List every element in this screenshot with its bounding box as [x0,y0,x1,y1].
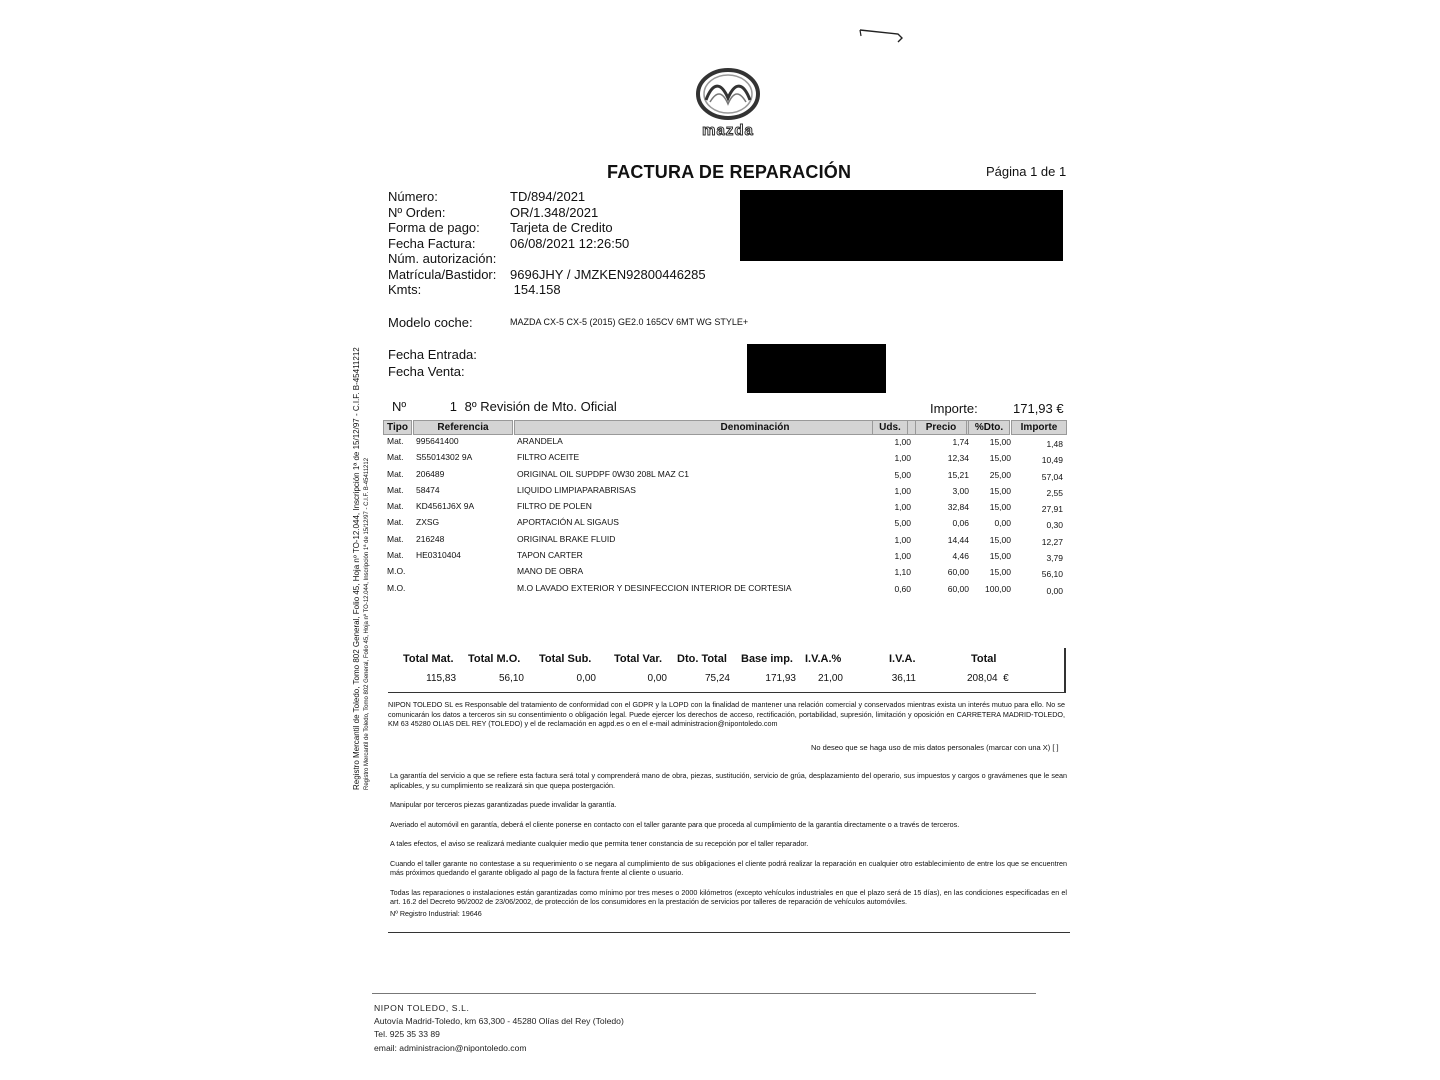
fechas-block [388,346,477,380]
cell-precio: 32,84 [947,502,969,513]
redacted-dates-block [747,344,886,393]
cell-precio: 12,34 [947,453,969,464]
modelo-value: MAZDA CX-5 CX-5 (2015) GE2.0 165CV 6MT WG STYLE+ [510,317,749,327]
footer-address: Autovía Madrid-Toledo, km 63,300 - 45280 Olías del Rey (Toledo) [374,1016,624,1027]
meta-row-kmts [388,282,706,298]
divider [388,932,1070,933]
cell-uds: 1,00 [894,485,911,496]
table-row [387,436,1067,452]
cell-denominacion: ORIGINAL BRAKE FLUID [517,533,616,544]
cell-precio: 3,00 [952,485,969,496]
meta-row-pago [388,220,706,236]
cell-dto: 15,00 [989,502,1011,513]
meta-label: Número: [388,189,438,204]
cell-uds: 1,00 [894,453,911,464]
registry-text: Registro Mercantil de Toledo, Tomo 802 General, Folio 45, Hoja nº TO-12.044, Inscripción 1ª de 15/12/97 - C.I.F. B-45411212 [352,347,361,790]
cell-denominacion: M.O LAVADO EXTERIOR Y DESINFECCION INTERIOR DE CORTESIA [517,582,792,593]
cell-importe: 27,91 [1041,504,1063,515]
col-uds: Uds. [872,420,908,435]
meta-value: TD/894/2021 [510,189,586,204]
footer-email: email: administracion@nipontoledo.com [374,1042,527,1053]
meta-value: 06/08/2021 12:26:50 [510,235,630,251]
cell-dto: 0,00 [994,518,1011,529]
meta-label: Matrícula/Bastidor: [388,266,497,282]
meta-label: Fecha Factura: [388,235,476,251]
brand-wordmark: mazda [702,122,754,139]
cell-referencia: KD4561J6X 9A [416,501,475,512]
cell-dto: 15,00 [989,485,1011,496]
cell-precio: 14,44 [947,534,969,545]
cell-precio: 60,00 [947,583,969,594]
iva-pct-value: 21,00 [817,673,843,684]
cell-referencia: 206489 [416,468,445,479]
table-row [387,583,1067,599]
cell-precio: 4,46 [952,551,969,562]
meta-value: OR/1.348/2021 [510,204,599,220]
warranty-paragraph: A tales efectos, el aviso se realizará mediante cualquier medio que permita tener constancia de su recepción por el taller reparador. [390,839,809,848]
cell-denominacion: TAPON CARTER [517,550,583,561]
table-row [387,550,1067,566]
warranty-paragraph: Manipular por terceros piezas garantizadas puede invalidar la garantía. [390,800,617,809]
cell-denominacion: APORTACIÓN AL SIGAUS [517,517,619,528]
pen-mark [858,26,906,44]
cell-referencia: 995641400 [416,436,459,446]
items-table-body [387,436,1067,599]
total-var-label: Total Var. [614,653,663,665]
total-var-value: 0,00 [647,673,667,684]
cell-uds: 1,00 [894,502,911,513]
meta-row-fecha [388,236,706,252]
registro-industrial: Nº Registro Industrial: 19646 [390,908,482,918]
redacted-customer-block [740,190,1063,261]
iva-value: 36,11 [891,673,916,684]
cell-tipo: Mat. [387,533,404,544]
cell-referencia: ZXSG [416,517,440,528]
meta-row-matricula [388,267,706,283]
iva-pct-label: I.V.A.% [805,653,842,665]
warranty-paragraph: Todas las reparaciones o instalaciones están garantizadas como mínimo por tres meses o 2000 kilómetros (excepto vehículos industriales en que el plazo será de 15 días), en las condiciones especificadas en el art. 16.2 del Decreto 96/2002 de 23/06/2002, de protección de los consumidores en la prestación de servicios por talleres de reparación de vehículos automóviles. [390,887,1067,906]
meta-value: Tarjeta de Credito [510,220,613,235]
cell-dto: 25,00 [989,469,1011,480]
total-sub-label: Total Sub. [539,653,592,665]
cell-uds: 1,00 [894,551,911,562]
table-row [387,501,1067,517]
cell-importe: 56,10 [1041,569,1063,580]
cell-dto: 15,00 [989,453,1011,464]
cell-dto: 100,00 [985,583,1011,594]
warranty-paragraph: La garantía del servicio a que se refiere esta factura será total y comprenderá mano de obra, piezas, sustitución, servicio de grúa, desplazamiento del operario, sus impuestos y cargos o gravámenes que le sean aplicables, y su cumplimiento se realizará sin que quepa postergación. [390,771,1067,790]
total-mat-value: 115,83 [426,673,456,684]
cell-importe: 1,48 [1046,439,1063,449]
operation-importe-label: Importe: [930,401,978,416]
table-row [387,469,1067,485]
cell-tipo: Mat. [387,501,404,512]
total-mo-label: Total M.O. [468,653,521,665]
table-row [387,517,1067,533]
cell-precio: 0,06 [952,518,969,529]
footer-divider [372,993,1036,994]
registry-text-small: Registro Mercantil de Toledo, Tomo 802 General, Folio 45, Hoja nº TO-12.044, Inscripción 1ª de 15/12/97 - C.I.F. B-45411212 [364,457,370,790]
total-label: Total [971,653,997,665]
cell-referencia: S55014302 9A [416,452,473,463]
col-denominacion: Denominación [514,420,996,435]
cell-tipo: Mat. [387,452,404,463]
operation-line [392,399,617,414]
footer-company: NIPON TOLEDO, S.L. [374,1003,470,1013]
cell-importe: 57,04 [1041,471,1063,482]
cell-importe: 10,49 [1041,455,1063,466]
dto-total-label: Dto. Total [677,653,727,665]
cell-tipo: Mat. [387,436,404,446]
cell-referencia: 58474 [416,484,440,495]
cell-dto: 15,00 [989,534,1011,545]
col-referencia: Referencia [413,420,513,435]
total-sub-value: 0,00 [576,673,596,684]
meta-value: 154.158 [510,282,561,297]
operation-importe-value: 171,93 € [1013,401,1064,416]
cell-tipo: Mat. [387,484,404,495]
operation-n-value: 1 [449,399,457,414]
table-row [387,566,1067,582]
col-importe: Importe [1011,420,1067,435]
cell-tipo: M.O. [387,582,406,593]
privacy-notice: NIPON TOLEDO SL es Responsable del tratamiento de conformidad con el GDPR y la LOPD con la finalidad de mantener una relación comercial y conservados mientras exista un interés mutuo para ello. No se comunicarán los datos a terceros sin su consentimiento o obligación legal. Puede ejercer los derechos de acceso, rectificación, portabilidad, supresión, limitación y oposición en CARRETERA MADRID-TOLEDO, KM 63 45280 OLIAS DEL REY (TOLEDO) y el de reclamación en agpd.es o en el e-mail administracion@nipontoledo.com [388,700,1065,728]
cell-tipo: Mat. [387,468,404,479]
meta-label: Nº Orden: [388,204,446,220]
registry-sidebar [352,290,372,790]
cell-precio: 1,74 [952,437,969,447]
meta-label: Forma de pago: [388,220,480,235]
table-row [387,534,1067,550]
table-row [387,452,1067,468]
meta-value: 9696JHY / JMZKEN92800446285 [510,266,706,282]
cell-importe: 2,55 [1046,487,1063,498]
iva-label: I.V.A. [889,653,916,665]
meta-label: Kmts: [388,282,422,297]
operation-n-label: Nº [392,399,407,414]
cell-dto: 15,00 [989,437,1011,447]
cell-uds: 1,00 [894,534,911,545]
modelo-label: Modelo coche: [388,315,473,330]
page-number: Página 1 de 1 [986,164,1067,179]
col-precio: Precio [915,420,967,435]
cell-uds: 1,00 [894,437,911,447]
base-imp-value: 171,93 [765,673,796,684]
warranty-conditions [390,771,1067,918]
optout-checkbox-text: No deseo que se haga uso de mis datos personales (marcar con una X) [ ] [811,743,1059,752]
cell-uds: 5,00 [894,469,911,480]
total-value: 208,04 € [967,673,1009,684]
mazda-logo [688,68,768,142]
cell-tipo: Mat. [387,517,404,528]
cell-uds: 0,60 [894,583,911,594]
meta-row-autorizacion [388,251,706,267]
cell-denominacion: FILTRO DE POLEN [517,501,592,512]
fecha-venta-label: Fecha Venta: [388,364,465,379]
fecha-entrada-label: Fecha Entrada: [388,347,477,362]
cell-denominacion: LIQUIDO LIMPIAPARABRISAS [517,484,636,495]
dto-total-value: 75,24 [704,673,730,684]
items-table-header [383,420,1071,434]
cell-importe: 3,79 [1046,553,1063,564]
cell-precio: 15,21 [947,469,969,480]
cell-importe: 12,27 [1041,536,1063,547]
warranty-paragraph: Averiado el automóvil en garantía, deberá el cliente ponerse en contacto con el taller garante para que proceda al cumplimiento de la garantía directamente o a través de terceros. [390,819,960,829]
cell-uds: 1,10 [894,567,911,578]
cell-dto: 15,00 [989,551,1011,562]
cell-importe: 0,30 [1046,520,1063,531]
cell-tipo: Mat. [387,550,404,561]
cell-importe: 0,00 [1046,585,1063,596]
cell-uds: 5,00 [894,518,911,529]
invoice-title: FACTURA DE REPARACIÓN [607,162,852,182]
footer-tel: Tel. 925 35 33 89 [374,1029,440,1040]
total-mat-label: Total Mat. [403,653,454,665]
company-footer [374,1002,624,1055]
col-dto: %Dto. [968,420,1010,435]
warranty-paragraph: Cuando el taller garante no contestase a su requerimiento o se negara al cumplimiento de sus obligaciones el cliente podrá realizar la reparación en cualquier otro establecimiento de entre los que se encuentren más próximos quedando el garante obligado al pago de la factura frente al cliente o usuario. [390,858,1067,877]
cell-precio: 60,00 [947,567,969,578]
cell-tipo: M.O. [387,566,406,577]
meta-row-numero [388,189,706,205]
cell-dto: 15,00 [989,567,1011,578]
col-tipo: Tipo [383,420,412,435]
meta-row-orden [388,205,706,221]
cell-denominacion: FILTRO ACEITE [517,452,580,463]
cell-referencia: 216248 [416,533,445,544]
invoice-meta [388,189,706,298]
cell-denominacion: ARANDELA [517,436,563,446]
totals-box [388,648,1066,693]
table-row [387,485,1067,501]
meta-label: Núm. autorización: [388,251,497,266]
base-imp-label: Base imp. [741,653,793,665]
cell-denominacion: MANO DE OBRA [517,566,584,577]
total-mo-value: 56,10 [498,673,524,684]
operation-description: 8º Revisión de Mto. Oficial [464,399,617,414]
cell-referencia: HE0310404 [416,550,461,561]
cell-denominacion: ORIGINAL OIL SUPDPF 0W30 208L MAZ C1 [517,468,689,479]
